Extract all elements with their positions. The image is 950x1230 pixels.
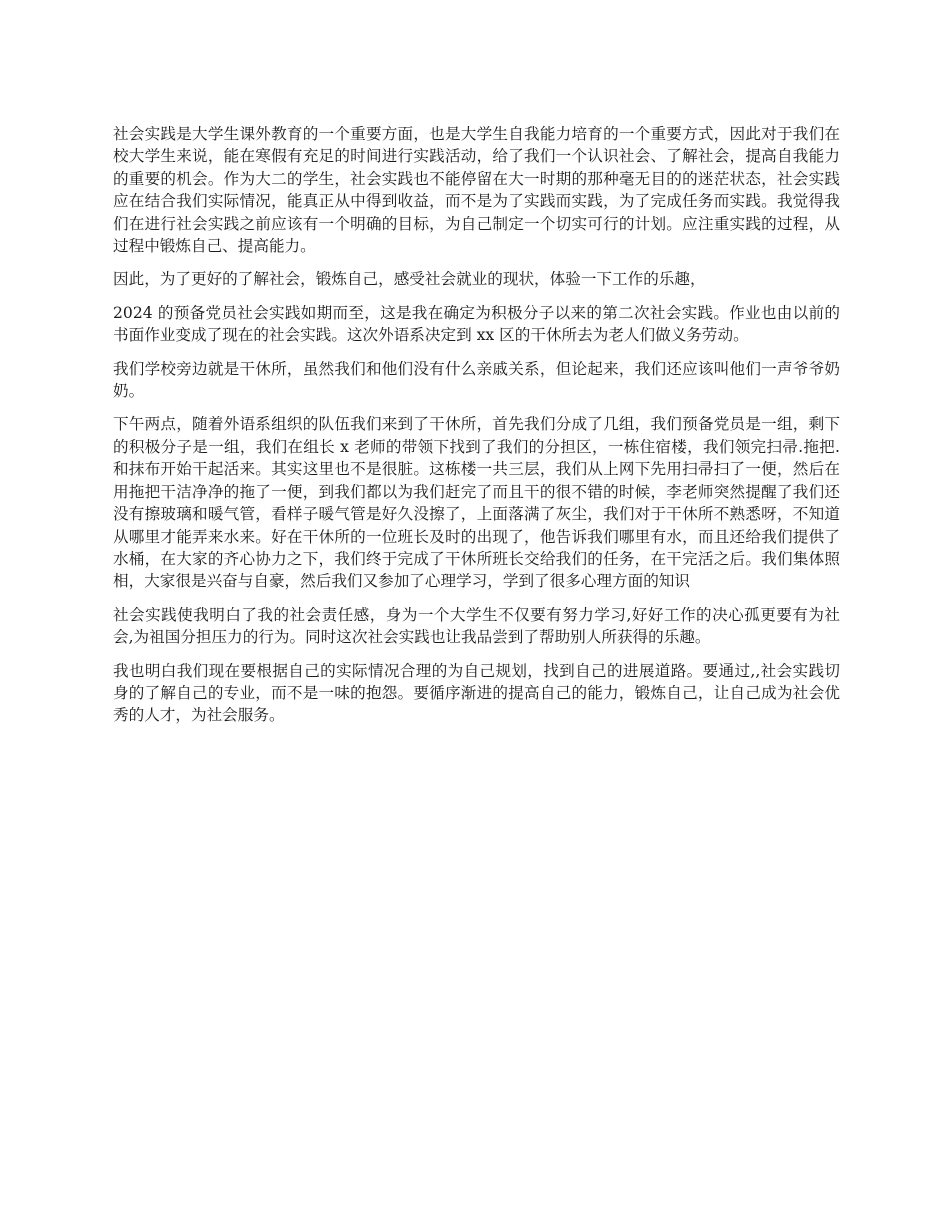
paragraph-4: 我们学校旁边就是干休所，虽然我们和他们没有什么亲戚关系，但论起来，我们还应该叫他们一声爷爷奶奶。 bbox=[113, 359, 840, 401]
paragraph-2: 因此，为了更好的了解社会，锻炼自己，感受社会就业的现状，体验一下工作的乐趣， bbox=[113, 270, 706, 289]
paragraph-1: 社会实践是大学生课外教育的一个重要方面，也是大学生自我能力培育的一个重要方式，因此对于我们在校大学生来说，能在寒假有充足的时间进行实践活动，给了我们一个认识社会、了解社会，提高自我能力的重要的机会。作为大二的学生，社会实践也不能停留在大一时期的那种毫无目的的迷茫状态，社会实践应在结合我们实际情况，能真正从中得到收益，而不是为了实践而实践，为了完成任务而实践。我觉得我们在进行社会实践之前应该有一个明确的目标，为自己制定一个切实可行的计划。应注重实践的过程，从过程中锻炼自己、提高能力。 bbox=[113, 125, 840, 256]
paragraph-3: 2024 的预备党员社会实践如期而至，这是我在确定为积极分子以来的第二次社会实践。作业也由以前的书面作业变成了现在的社会实践。这次外语系决定到 xx 区的干休所去为老人们做义务劳动。 bbox=[113, 303, 840, 345]
document-body bbox=[113, 123, 840, 738]
paragraph-5: 下午两点，随着外语系组织的队伍我们来到了干休所，首先我们分成了几组，我们预备党员是一组，剩下的积极分子是一组，我们在组长 x 老师的带领下找到了我们的分担区，一栋住宿楼，我们领完扫帚.拖把.和抹布开始干起活来。其实这里也不是很脏。这栋楼一共三层，我们从上网下先用扫帚扫了一便，然后在用拖把干洁净净的拖了一便，到我们都以为我们赶完了而且干的很不错的时候，李老师突然提醒了我们还没有擦玻璃和暖气管，看样子暖气管是好久没擦了，上面落满了灰尘，我们对于干休所不熟悉呀，不知道从哪里才能弄来水来。好在干休所的一位班长及时的出现了，他告诉我们哪里有水，而且还给我们提供了水桶，在大家的齐心协力之下，我们终于完成了干休所班长交给我们的任务，在干完活之后。我们集体照相，大家很是兴奋与自豪，然后我们又参加了心理学习，学到了很多心理方面的知识 bbox=[113, 415, 840, 591]
paragraph-6: 社会实践使我明白了我的社会责任感，身为一个大学生不仅要有努力学习,好好工作的决心孤更要有为社会,为祖国分担压力的行为。同时这次社会实践也让我品尝到了帮助别人所获得的乐趣。 bbox=[113, 605, 840, 647]
paragraph-7: 我也明白我们现在要根据自己的实际情况合理的为自己规划，找到自己的进展道路。要通过,,社会实践切身的了解自己的专业，而不是一味的抱怨。要循序渐进的提高自己的能力，锻炼自己，让自己成为社会优秀的人才，为社会服务。 bbox=[113, 661, 840, 725]
